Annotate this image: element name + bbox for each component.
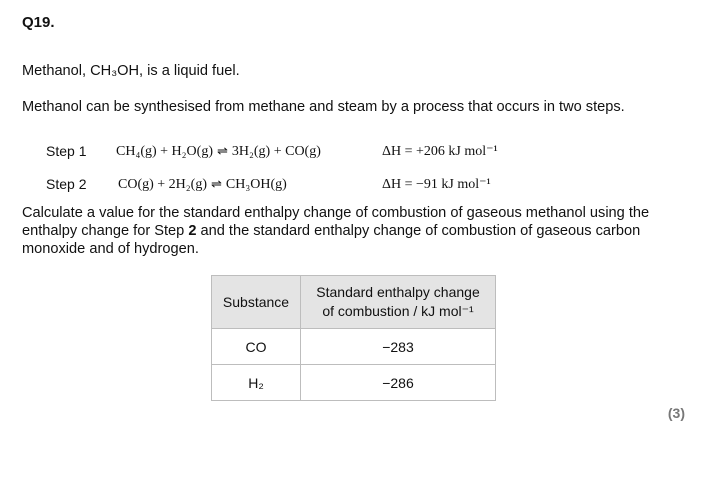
cell-value: −283 bbox=[301, 329, 496, 365]
task-text bbox=[22, 204, 692, 258]
header-enthalpy-line2: of combustion / kJ mol⁻¹ bbox=[322, 303, 474, 319]
task-text-part2: and the standard enthalpy change of combustion of gaseous carbon monoxide and of hydrogen. bbox=[22, 223, 641, 257]
equation-right: CH₃OH(g) bbox=[225, 177, 287, 192]
table-row bbox=[212, 329, 496, 365]
header-enthalpy bbox=[301, 276, 496, 329]
task-text-part1: Calculate a value for the standard enthalpy change of combustion of gaseous methanol using the enthalpy change for Step bbox=[22, 205, 650, 239]
equilibrium-arrow-icon: ⇌ bbox=[216, 143, 228, 158]
step-1-row bbox=[0, 143, 714, 165]
step-equation bbox=[118, 176, 287, 193]
step-enthalpy: ΔH = +206 kJ mol⁻¹ bbox=[382, 144, 498, 159]
question-number: Q19. bbox=[22, 14, 55, 31]
equation-left: CH₄(g) + H₂O(g) bbox=[116, 144, 213, 159]
intro-text: Methanol, CH₃OH, is a liquid fuel. bbox=[22, 63, 240, 79]
cell-substance: CO bbox=[212, 329, 301, 365]
cell-substance: H₂ bbox=[212, 365, 301, 401]
step-label: Step 2 bbox=[46, 176, 87, 192]
table-header-row bbox=[212, 276, 496, 329]
header-substance: Substance bbox=[212, 276, 301, 329]
context-text: Methanol can be synthesised from methane and steam by a process that occurs in two steps. bbox=[22, 99, 625, 115]
header-enthalpy-line1: Standard enthalpy change bbox=[316, 284, 480, 300]
step-label: Step 1 bbox=[46, 143, 87, 159]
step-enthalpy: ΔH = −91 kJ mol⁻¹ bbox=[382, 177, 491, 192]
equation-left: CO(g) + 2H₂(g) bbox=[118, 177, 207, 192]
marks-label: (3) bbox=[667, 405, 685, 421]
step-2-row bbox=[0, 176, 714, 198]
table-row bbox=[212, 365, 496, 401]
equilibrium-arrow-icon: ⇌ bbox=[210, 176, 222, 191]
equation-right: 3H₂(g) + CO(g) bbox=[231, 144, 321, 159]
cell-value: −286 bbox=[301, 365, 496, 401]
step-equation bbox=[116, 143, 321, 160]
task-text-bold: 2 bbox=[188, 223, 197, 239]
enthalpy-table bbox=[211, 275, 496, 401]
